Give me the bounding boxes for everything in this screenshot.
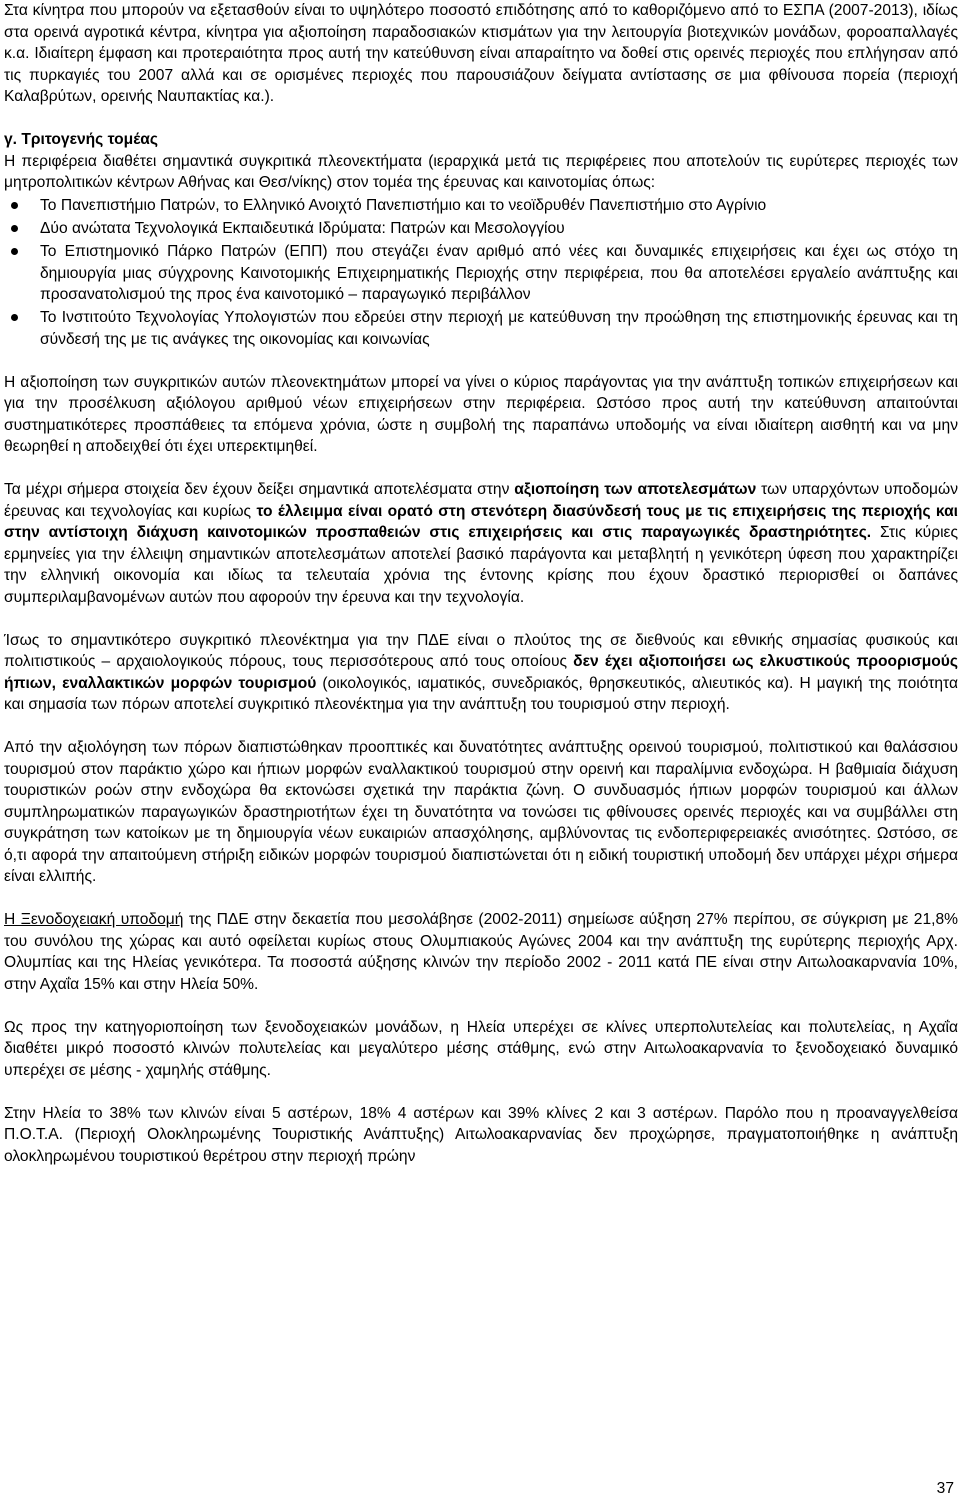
research-institutions-list [4, 195, 958, 350]
section-heading-tertiary: γ. Τριτογενής τομέας [4, 131, 158, 148]
bold-emphasis: δεν έχει αξιοποιήσει ως ελκυστικούς προορισμούς ήπιων, εναλλακτικών μορφών τουρισμού [4, 653, 958, 692]
list-item-text: Το Πανεπιστήμιο Πατρών, το Ελληνικό Ανοιχτό Πανεπιστήμιο και το νεοϊδρυθέν Πανεπιστήμιο στο Αγρίνιο [40, 197, 767, 214]
bullet-icon [11, 225, 18, 232]
paragraph-exploitation: Η αξιοποίηση των συγκριτικών αυτών πλεονεκτημάτων μπορεί να γίνει ο κύριος παράγοντας για την ανάπτυξη τοπικών επιχειρήσεων και για την προσέλκυση αξιόλογου αριθμού νέων επιχειρήσεων στην περιφέρεια. Ωστόσο προς αυτή την κατεύθυνση απαιτούνται συστηματικότερες προσπάθειες τα επόμενα χρόνια, ώστε η συμβολή της παραπάνω υποδομής να είναι ιδιαίτερη αισθητή και να μην θεωρηθεί η αποδειχθεί ότι έχει υπερεκτιμηθεί. [4, 373, 958, 455]
bold-emphasis: αξιοποίηση των αποτελεσμάτων [514, 481, 757, 498]
list-item-text: Το Επιστημονικό Πάρκο Πατρών (ΕΠΠ) που στεγάζει έναν αριθμό από νέες και δυναμικές επιχειρήσεις και έχει ως στόχο τη δημιουργία μιας σύγχρονης Καινοτομικής Επιχειρηματικής Περιοχής στην περιφέρεια, που θα αποτελέσει εργαλείο ανάπτυξης και προσανατολισμού της προς ένα καινοτομικό – παραγωγικό περιβάλλον [40, 243, 958, 303]
paragraph-incentives: Στα κίνητρα που μπορούν να εξετασθούν είναι το υψηλότερο ποσοστό επιδότησης από το καθοριζόμενο από το ΕΣΠΑ (2007-2013), ιδίως στα ορεινά αγροτικά κέντρα, κίνητρα για αξιοποίηση παραδοσιακών κτισμάτων για την λειτουργία βιοτεχνικών μονάδων, φοροαπαλλαγές κ.α. Ιδιαίτερη έμφαση και προτεραιότητα προς αυτή την κατεύθυνση είναι απαραίτητο να δοθεί στις ορεινές περιοχές που επλήγησαν από τις πυρκαγιές του 2007 αλλά και σε ορισμένες περιοχές που παρουσιάζουν δείγματα αντίστασης σε μια φθίνουσα πορεία (περιοχή Καλαβρύτων, ορεινής Ναυπακτίας κα.). [4, 2, 958, 105]
list-item-text: Το Ινστιτούτο Τεχνολογίας Υπολογιστών που εδρεύει στην περιοχή με κατεύθυνση την προώθηση της επιστημονικής έρευνας και τη σύνδεσή της με τις ανάγκες της οικονομίας και κοινωνίας [40, 309, 958, 348]
list-item [4, 307, 958, 350]
paragraph-region-advantages: Η περιφέρεια διαθέτει σημαντικά συγκριτικά πλεονεκτήματα (ιεραρχικά μετά τις περιφέρειες που αποτελούν τις ευρύτερες περιοχές των μητροπολιτικών κέντρων Αθήνας και Θεσ/νίκης) στον τομέα της έρευνας και καινοτομίας όπως: [4, 152, 958, 191]
paragraph-ilia-stars: Στην Ηλεία το 38% των κλινών είναι 5 αστέρων, 18% 4 αστέρων και 39% κλίνες 2 και 3 αστέρων. Παρόλο που η προαναγγελθείσα Π.Ο.Τ.Α. (Περιοχή Ολοκληρωμένης Τουριστικής Ανάπτυξης) Αιτωλοακαρνανίας δεν προχώρησε, πραγματοποιήθηκε η ανάπτυξη ολοκληρωμένου τουριστικού θερέτρου στην περιοχή πρώην [4, 1104, 958, 1165]
paragraph-results: Τα μέχρι σήμερα στοιχεία δεν έχουν δείξει σημαντικά αποτελέσματα στην αξιοποίηση των αποτελεσμάτων των υπαρχόντων υποδομών έρευνας και τεχνολογίας και κυρίως το έλλειμμα είναι ορατό στη στενότερη διασύνδεσή τους με τις επιχειρήσεις της περιοχής και στην αντίστοιχη διάχυση καινοτομικών προσπαθειών στις επιχειρήσεις και στις παραγωγικές δραστηριότητες. Στις κύριες ερμηνείες για την έλλειψη σημαντικών αποτελεσμάτων αποτελεί βασικό παράγοντα και μεταβλητή η γενικότερη ύφεση που χαρακτηρίζει την ελληνική οικονομία και ιδίως τα τελευταία χρόνια της έντονης κρίσης που έχουν δραστικό περιορισθεί οι δαπάνες συμπεριλαμβανομένων αυτών που αφορούν την έρευνα και την τεχνολογία. [4, 481, 959, 606]
list-item [4, 195, 958, 217]
bullet-icon [11, 248, 18, 255]
list-item-text: Δύο ανώτατα Τεχνολογικά Εκπαιδευτικά Ιδρύματα: Πατρών και Μεσολογγίου [40, 220, 565, 237]
page-number: 37 [936, 1480, 954, 1497]
paragraph-hotel-infrastructure: Η Ξενοδοχειακή υποδομή της ΠΔΕ στην δεκαετία που μεσολάβησε (2002-2011) σημείωσε αύξηση 27% περίπου, σε σύγκριση με 21,8% του συνόλου της χώρας και αυτό οφείλεται κυρίως στους Ολυμπιακούς Αγώνες 2004 και την ανάπτυξη της ευρύτερης περιοχής Αρχ. Ολυμπίας και της Ηλείας γενικότερα. Τα ποσοστά αύξησης κλινών την περίοδο 2002 - 2011 κατά ΠΕ είναι στην Αιτωλοακαρνανία 10%, στην Αχαΐα 15% και στην Ηλεία 50%. [4, 911, 958, 993]
paragraph-hotel-categories: Ως προς την κατηγοριοποίηση των ξενοδοχειακών μονάδων, η Ηλεία υπερέχει σε κλίνες υπερπολυτελείας και πολυτελείας, η Αχαΐα διαθέτει μικρό ποσοστό κλινών πολυτελείας και μεγαλύτερο μέσης στάθμης, ενώ στην Αιτωλοακαρνανία το ξενοδοχειακό δυναμικό υπερέχει σε μέσης - χαμηλής στάθμης. [4, 1018, 958, 1079]
bold-emphasis: το έλλειμμα είναι ορατό στη στενότερη διασύνδεσή τους με τις επιχειρήσεις της περιοχής και στην αντίστοιχη διάχυση καινοτομικών προσπαθειών στις επιχειρήσεις και στις παραγωγικές δραστηριότητες. [4, 502, 959, 541]
underlined-term: Η Ξενοδοχειακή υποδομή [4, 911, 184, 928]
list-item [4, 241, 958, 306]
paragraph-tourism-prospects: Από την αξιολόγηση των πόρων διαπιστώθηκαν προοπτικές και δυνατότητες ανάπτυξης ορεινού τουρισμού, πολιτιστικού και θαλάσσιου τουρισμού στον παράκτιο χώρο και ήπιων μορφών εναλλακτικού τουρισμού στην ορεινή και παραλίμνια ενδοχώρα. Η βαθμιαία διάχυση τουριστικών ροών στην ενδοχώρα θα εκτονώσει σχετικά την παράκτια ζώνη. Ο συνδυασμός ήπιων μορφών τουρισμού και άλλων συμπληρωματικών παραγωγικών δραστηριοτήτων έχει τη δυνατότητα να τονώσει τις φθίνουσες ορεινές περιοχές και να συμβάλλει στη συγκράτηση των κατοίκων με τη δημιουργία νέων ευκαιριών απασχόλησης, αμβλύνοντας τις ενδοπεριφερειακές ανισότητες. Ωστόσο, σε ό,τι αφορά την απαιτούμενη στήριξη ειδικών μορφών τουρισμού διαπιστώνεται ότι η ειδική τουριστική υποδομή δεν υπάρχει μέχρι σήμερα είναι ελλιπής. [4, 739, 958, 885]
list-item [4, 218, 958, 240]
paragraph-tourism-resources: Ίσως το σημαντικότερο συγκριτικό πλεονέκτημα για την ΠΔΕ είναι ο πλούτος της σε διεθνούς και εθνικής σημασίας φυσικούς και πολιτιστικούς – αρχαιολογικούς πόρους, τους περισσότερους από τους οποίους δεν έχει αξιοποιήσει ως ελκυστικούς προορισμούς ήπιων, εναλλακτικών μορφών τουρισμού (οικολογικός, ιαματικός, συνεδριακός, θρησκευτικός, αλιευτικός κα). Η μαγική της ποιότητα και σημασία των πόρων αποτελεί συγκριτικό πλεονέκτημα για την ανάπτυξη του τουρισμού στην περιοχή. [4, 631, 958, 713]
bullet-icon [11, 202, 18, 209]
bullet-icon [11, 314, 18, 321]
